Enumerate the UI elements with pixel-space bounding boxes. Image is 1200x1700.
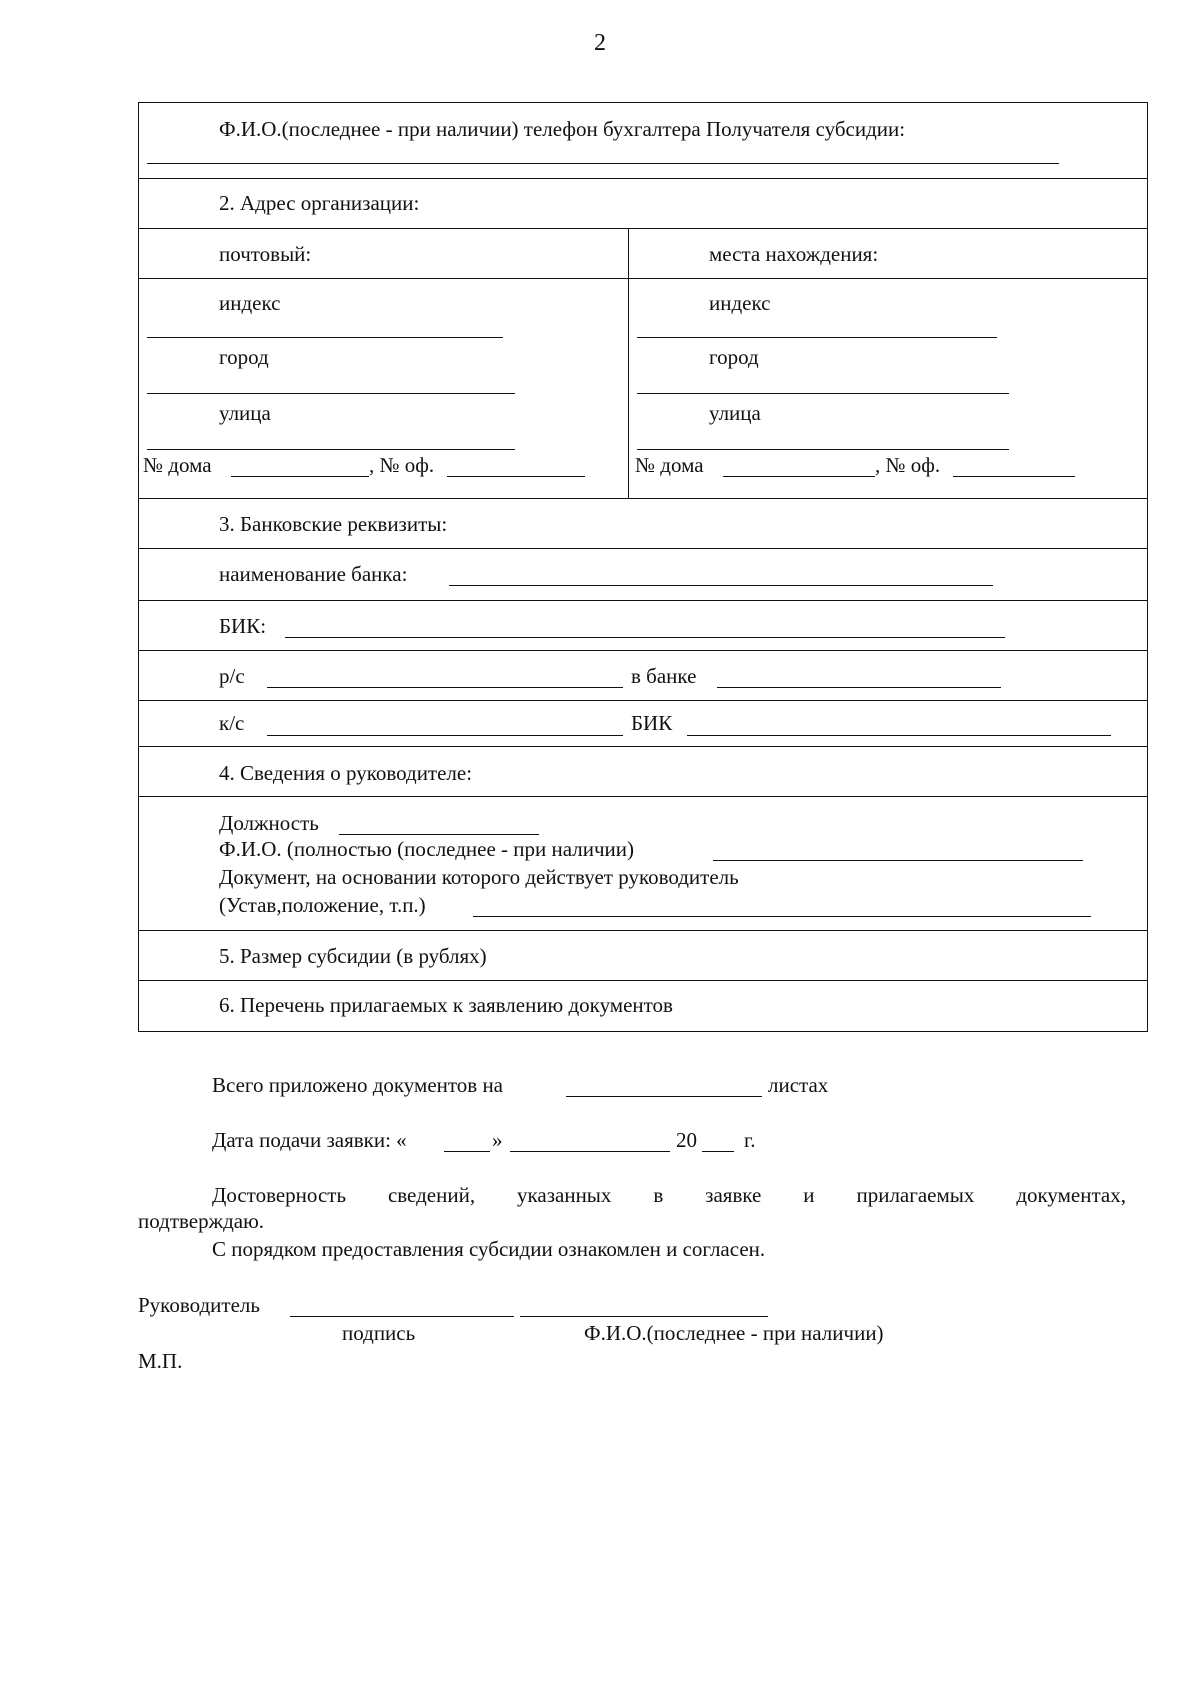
total-docs-suffix: листах: [768, 1073, 829, 1097]
postal-street-label: улица: [219, 401, 271, 425]
location-office-label: , № оф.: [875, 453, 941, 477]
page-number: 2: [594, 30, 606, 56]
date-prefix: Дата подачи заявки: «: [212, 1128, 407, 1152]
documents-list-row: [139, 981, 1147, 1031]
settlement-account-row: [139, 651, 1147, 701]
correspondent-account-row: [139, 701, 1147, 747]
documents-list-label: 6. Перечень прилагаемых к заявлению документов: [219, 993, 673, 1017]
fio-caption: Ф.И.О.(последнее - при наличии): [584, 1321, 884, 1345]
bik2-label: БИК: [631, 711, 673, 735]
head-heading: 4. Сведения о руководителе:: [219, 761, 473, 785]
head-heading-row: [139, 747, 1147, 797]
location-office-input[interactable]: [953, 476, 1075, 477]
location-street-input[interactable]: [637, 449, 1009, 450]
subsidy-size-row: [139, 931, 1147, 981]
address-fields-row: [139, 279, 1147, 499]
application-form-table: [138, 102, 1148, 1032]
bank-heading: 3. Банковские реквизиты:: [219, 512, 448, 536]
location-label: места нахождения:: [709, 242, 879, 266]
postal-house-label: № дома: [143, 453, 212, 477]
postal-address-header: [139, 229, 629, 278]
location-house-label: № дома: [635, 453, 704, 477]
total-docs-prefix: Всего приложено документов на: [212, 1073, 504, 1097]
signature-input[interactable]: [290, 1316, 514, 1317]
in-bank-label: в банке: [631, 664, 697, 688]
location-house-input[interactable]: [723, 476, 875, 477]
postal-office-label: , № оф.: [369, 453, 435, 477]
total-docs-input[interactable]: [566, 1096, 762, 1097]
location-street-label: улица: [709, 401, 761, 425]
postal-city-label: город: [219, 345, 269, 369]
reliability-line-1: Достоверность сведений, указанных в заявке и прилагаемых документах,: [212, 1183, 1126, 1207]
position-label: Должность: [219, 811, 319, 835]
accountant-label: Ф.И.О.(последнее - при наличии) телефон бухгалтера Получателя субсидии:: [219, 117, 906, 141]
postal-office-input[interactable]: [447, 476, 585, 477]
date-year-prefix: 20: [676, 1128, 697, 1152]
head-signature-label: Руководитель: [138, 1293, 260, 1317]
bik-row: [139, 601, 1147, 651]
bank-name-row: [139, 549, 1147, 601]
position-input[interactable]: [339, 834, 539, 835]
location-address-fields: [629, 279, 1147, 498]
address-type-row: [139, 229, 1147, 279]
in-bank-input[interactable]: [717, 687, 1001, 688]
subsidy-size-label: 5. Размер субсидии (в рублях): [219, 944, 487, 968]
location-city-input[interactable]: [637, 393, 1009, 394]
bank-heading-row: [139, 499, 1147, 549]
bik-label: БИК:: [219, 614, 267, 638]
date-year-input[interactable]: [702, 1151, 734, 1152]
signature-fio-input[interactable]: [520, 1316, 768, 1317]
ks-label: к/с: [219, 711, 245, 735]
address-heading: 2. Адрес организации:: [219, 191, 420, 215]
postal-house-input[interactable]: [231, 476, 369, 477]
postal-street-input[interactable]: [147, 449, 515, 450]
bik-input[interactable]: [285, 637, 1005, 638]
postal-index-input[interactable]: [147, 337, 503, 338]
charter-label: (Устав,положение, т.п.): [219, 893, 426, 917]
location-address-header: [629, 229, 1147, 278]
bik2-input[interactable]: [687, 735, 1111, 736]
rs-label: р/с: [219, 664, 245, 688]
agreement-text: С порядком предоставления субсидии ознакомлен и согласен.: [212, 1237, 766, 1261]
head-details-row: [139, 797, 1147, 931]
postal-label: почтовый:: [219, 242, 312, 266]
head-fio-input[interactable]: [713, 860, 1083, 861]
postal-address-fields: [139, 279, 629, 498]
postal-index-label: индекс: [219, 291, 281, 315]
stamp-label: М.П.: [138, 1349, 183, 1373]
date-day-input[interactable]: [444, 1151, 490, 1152]
rs-input[interactable]: [267, 687, 623, 688]
document-label: Документ, на основании которого действует руководитель: [219, 865, 739, 889]
date-month-input[interactable]: [510, 1151, 670, 1152]
postal-city-input[interactable]: [147, 393, 515, 394]
location-city-label: город: [709, 345, 759, 369]
reliability-line-2: подтверждаю.: [138, 1209, 265, 1233]
date-year-suffix: г.: [744, 1128, 756, 1152]
bank-name-input[interactable]: [449, 585, 993, 586]
accountant-row: [139, 103, 1147, 179]
address-heading-row: [139, 179, 1147, 229]
location-index-input[interactable]: [637, 337, 997, 338]
date-quote-close: »: [492, 1128, 503, 1152]
head-fio-label: Ф.И.О. (полностью (последнее - при наличии): [219, 837, 635, 861]
ks-input[interactable]: [267, 735, 623, 736]
signature-caption: подпись: [342, 1321, 416, 1345]
accountant-input-line[interactable]: [147, 163, 1059, 164]
charter-input[interactable]: [473, 916, 1091, 917]
bank-name-label: наименование банка:: [219, 562, 408, 586]
location-index-label: индекс: [709, 291, 771, 315]
